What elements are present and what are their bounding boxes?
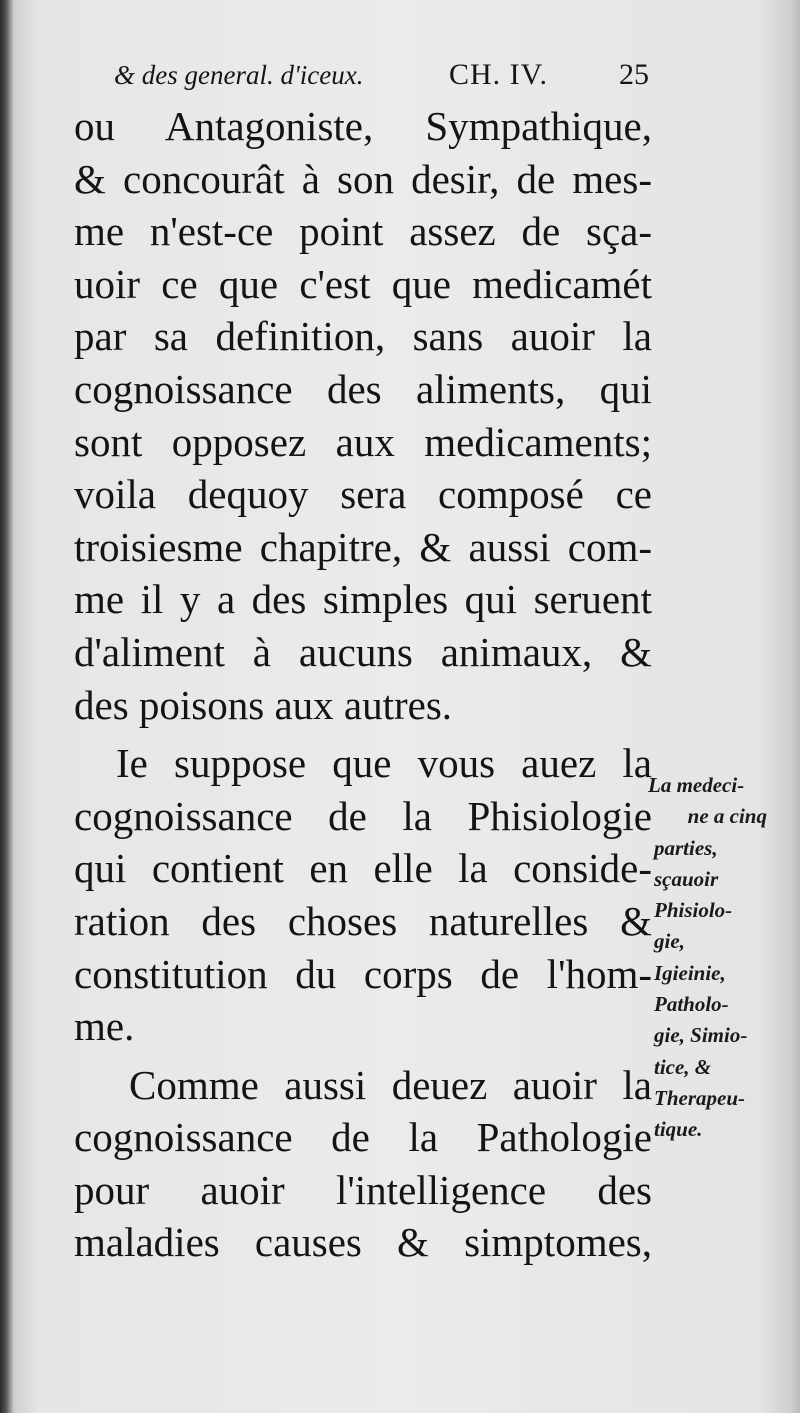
text-line-paragraph-start: Ie suppose que vous auez la <box>116 740 652 787</box>
text-line-paragraph-start: Comme aussi deuez auoir la <box>129 1061 652 1108</box>
page-number: 25 <box>619 58 649 91</box>
marginal-note <box>648 770 783 1146</box>
margin-note-line: tique. <box>654 1117 703 1142</box>
text-line: me. <box>74 1003 135 1050</box>
margin-note-line: parties, <box>654 835 718 860</box>
margin-note-line: Patholo- <box>654 992 729 1017</box>
text-line: cognoissance de la Pathologie <box>74 1114 652 1161</box>
margin-note-line: Phisiolo- <box>654 898 733 923</box>
main-text-block <box>74 100 652 1269</box>
text-line: des poisons aux autres. <box>74 681 453 728</box>
margin-note-line: tice, & <box>654 1054 712 1079</box>
margin-note-line: Therapeu- <box>654 1085 745 1110</box>
book-page <box>14 0 800 1413</box>
text-line: ou Antagoniste, Sympathique, <box>74 103 652 149</box>
text-line: me n'est-ce point assez de sça- <box>74 208 652 255</box>
running-head-title: & des general. d'iceux. <box>114 60 364 90</box>
running-head-chapter: CH. IV. <box>449 58 548 91</box>
text-line: sont opposez aux medicaments; <box>74 418 652 465</box>
text-line: qui contient en elle la conside- <box>74 845 652 892</box>
text-line: cognoissance de la Phisiologie <box>74 792 652 839</box>
text-line: d'aliment à aucuns animaux, & <box>74 628 652 675</box>
text-line: pour auoir l'intelligence des <box>74 1166 652 1213</box>
running-head <box>114 58 649 102</box>
text-line: par sa definition, sans auoir la <box>74 313 652 360</box>
text-line: troisiesme chapitre, & aussi com- <box>74 523 652 570</box>
margin-note-line: gie, Simio- <box>654 1023 748 1048</box>
margin-note-line: La medeci- <box>648 773 745 797</box>
text-line: me il y a des simples qui seruent <box>74 576 652 623</box>
text-line: & concourât à son desir, de mes- <box>74 155 652 202</box>
margin-note-line: sçauoir <box>654 866 719 891</box>
margin-note-line: ne a cinq <box>687 804 767 829</box>
text-line: constitution du corps de l'hom- <box>74 950 652 997</box>
text-line: cognoissance des aliments, qui <box>74 365 652 412</box>
text-line: uoir ce que c'est que medicamét <box>74 260 652 307</box>
text-line: maladies causes & simptomes, <box>74 1219 652 1266</box>
margin-note-line: Igieinie, <box>654 960 726 985</box>
margin-note-line: gie, <box>654 929 685 954</box>
text-line: voila dequoy sera composé ce <box>74 471 652 518</box>
text-line: ration des choses naturelles & <box>74 897 652 944</box>
